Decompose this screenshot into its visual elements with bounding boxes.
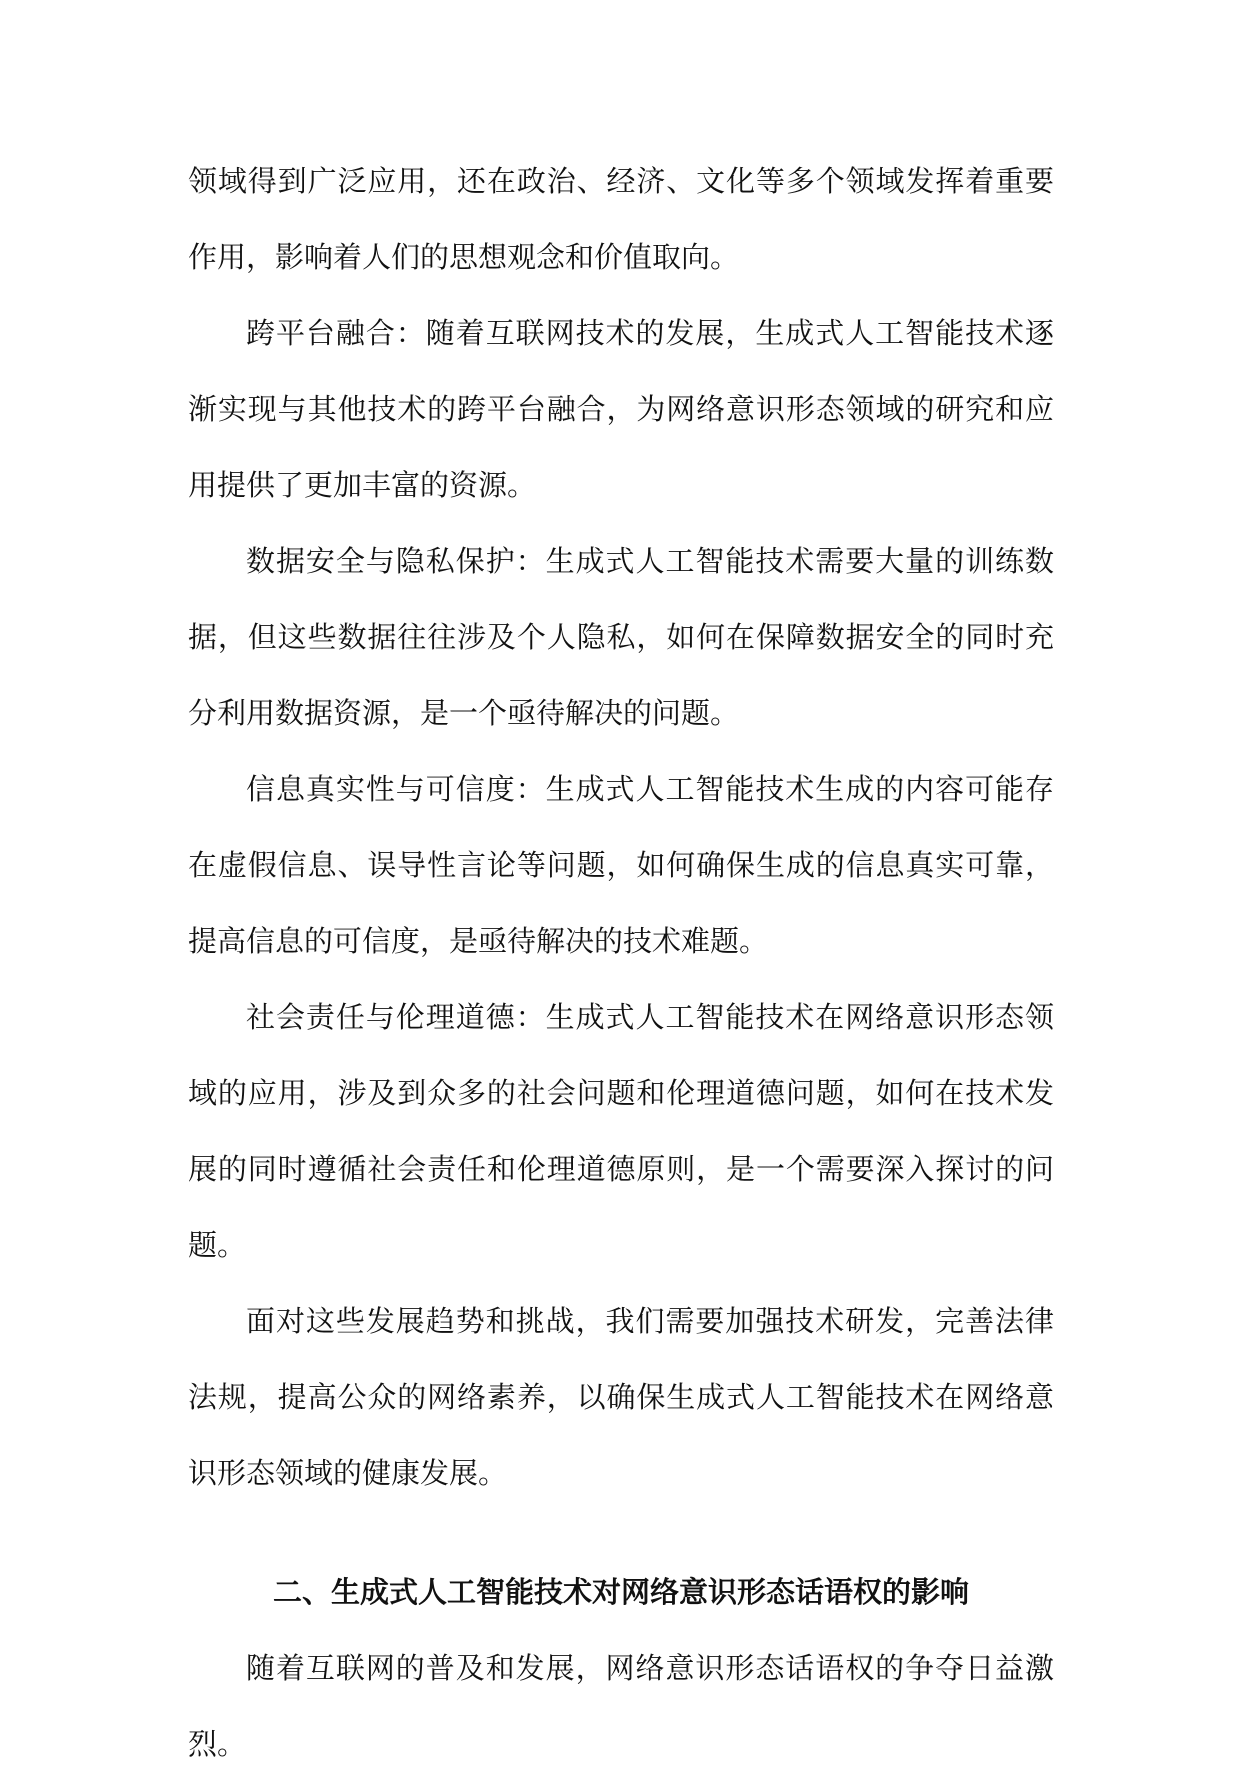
paragraph-information-credibility: 信息真实性与可信度：生成式人工智能技术生成的内容可能存在虚假信息、误导性言论等问题，如何确保生成的信息真实可靠，提高信息的可信度，是亟待解决的技术难题。 xyxy=(188,772,1054,958)
paragraph-data-security: 数据安全与隐私保护：生成式人工智能技术需要大量的训练数据，但这些数据往往涉及个人隐私，如何在保障数据安全的同时充分利用数据资源，是一个亟待解决的问题。 xyxy=(188,544,1054,730)
paragraph-continuation: 领域得到广泛应用，还在政治、经济、文化等多个领域发挥着重要作用，影响着人们的思想观念和价值取向。 xyxy=(188,164,1054,274)
paragraph-social-responsibility: 社会责任与伦理道德：生成式人工智能技术在网络意识形态领域的应用，涉及到众多的社会问题和伦理道德问题，如何在技术发展的同时遵循社会责任和伦理道德原则，是一个需要深入探讨的问题。 xyxy=(188,1000,1054,1262)
section-heading: 二、生成式人工智能技术对网络意识形态话语权的影响 xyxy=(272,1575,969,1609)
paragraph-cross-platform: 跨平台融合：随着互联网技术的发展，生成式人工智能技术逐渐实现与其他技术的跨平台融合，为网络意识形态领域的研究和应用提供了更加丰富的资源。 xyxy=(188,316,1054,502)
paragraph-conclusion: 面对这些发展趋势和挑战，我们需要加强技术研发，完善法律法规，提高公众的网络素养，以确保生成式人工智能技术在网络意识形态领域的健康发展。 xyxy=(188,1304,1054,1490)
paragraph-after-heading: 随着互联网的普及和发展，网络意识形态话语权的争夺日益激烈。 xyxy=(188,1651,1054,1761)
document-page xyxy=(188,143,1054,1782)
